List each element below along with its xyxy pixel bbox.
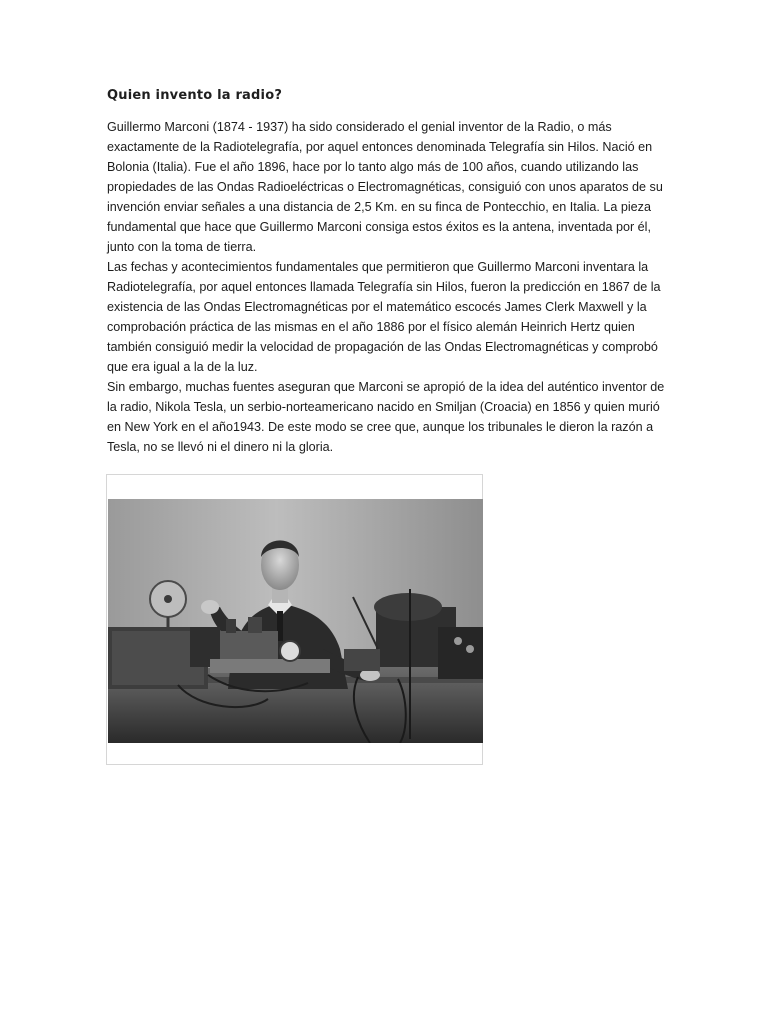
paragraph-2: Las fechas y acontecimientos fundamentales que permitieron que Guillermo Marconi inventara la Radiotelegrafía, por aquel entonces llamada Telegrafía sin Hilos, fueron la predicción en 1867 de la existencia de las Ondas Electromagnéticas por el matemático escocés James Clerk Maxwell y la comprobación práctica de las mismas en el año 1886 por el físico alemán Heinrich Hertz quien también consiguió medir la velocidad de propagación de las Ondas Electromagnéticas y comprobó que era igual a la de la luz.: [107, 260, 661, 374]
document-body: [107, 88, 667, 457]
paragraph-1: Guillermo Marconi (1874 - 1937) ha sido considerado el genial inventor de la Radio, o más exactamente de la Radiotelegrafía, por aquel entonces denominada Telegrafía sin Hilos. Nació en Bolonia (Italia). Fue el año 1896, hace por lo tanto algo más de 100 años, cuando utilizando las propiedades de las Ondas Radioeléctricas o Electromagnéticas, consiguió con unos aparatos de su invención enviar señales a una distancia de 2,5 Km. en su finca de Pontecchio, en Italia. La pieza fundamental que hace que Guillermo Marconi consiga estos éxitos es la antena, inventada por él, junto con la toma de tierra.: [107, 120, 663, 254]
paragraph-3: Sin embargo, muchas fuentes aseguran que Marconi se apropió de la idea del auténtico inventor de la radio, Nikola Tesla, un serbio-norteamericano nacido en Smiljan (Croacia) en 1856 y quien murió en New York en el año1943. De este modo se cree que, aunque los tribunales le dieron la razón a Tesla, no se llevó ni el dinero ni la gloria.: [107, 380, 665, 454]
photo-frame: [106, 474, 483, 765]
document-title: Quien invento la radio?: [107, 88, 283, 103]
marconi-photo: [108, 499, 483, 743]
